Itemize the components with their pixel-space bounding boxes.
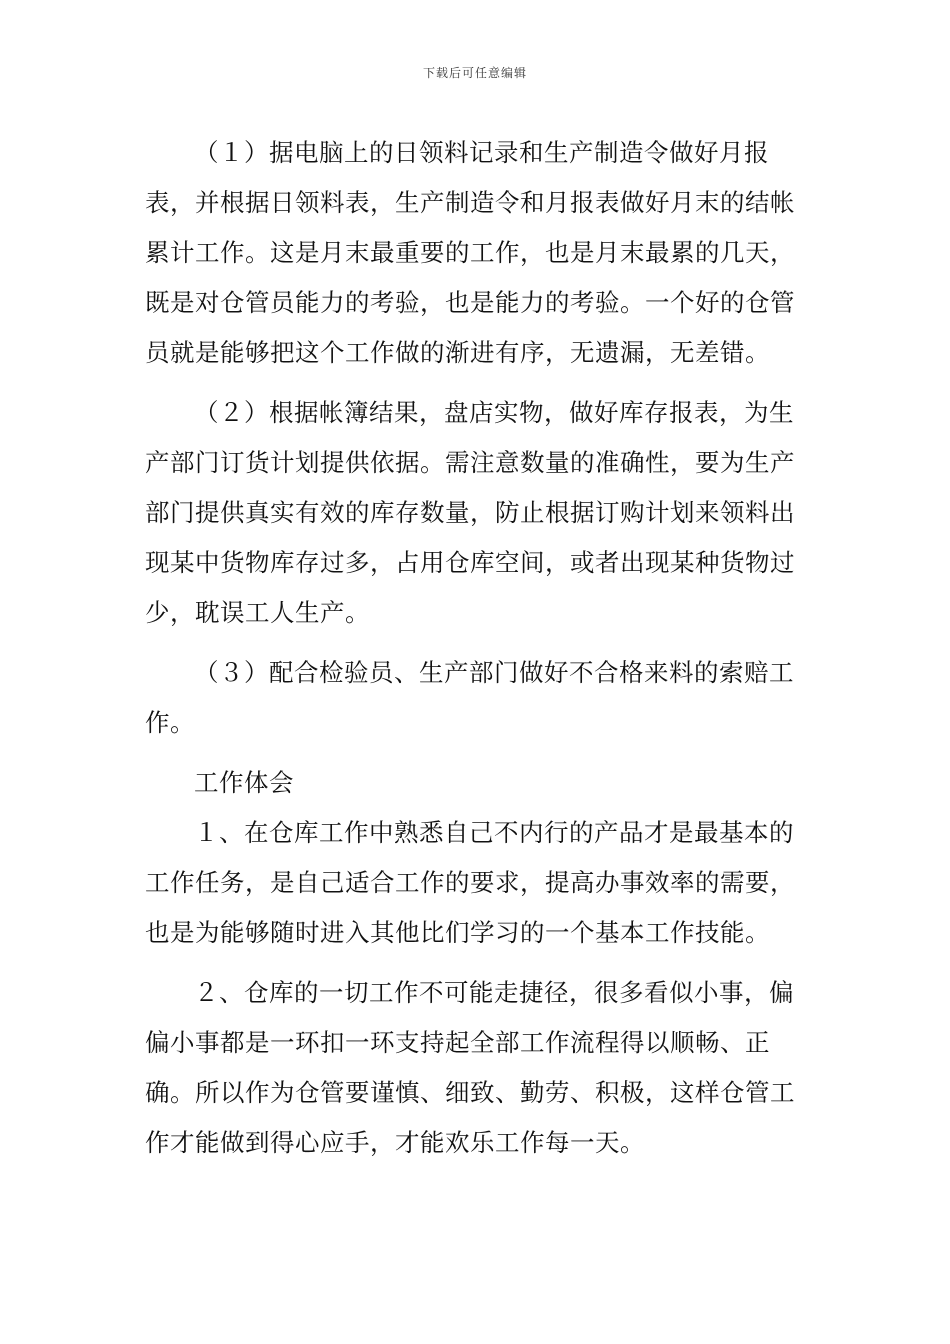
section-heading: 工作体会 [194,768,294,797]
page-header-note: 下载后可任意编辑 [422,66,527,80]
paragraph-2: （２）根据帐簿结果，盘店实物，做好库存报表，为生产部门订货计划提供依据。需注意数量的准确性，要为生产部门提供真实有效的库存数量，防止根据订购计划来领料出现某中货物库存过多，占用仓库空间，或者出现某种货物过少，耽误工人生产。 [145,398,795,627]
document-body [145,128,809,1178]
paragraph-3: （３）配合检验员、生产部门做好不合格来料的索赔工作。 [145,658,794,737]
paragraph-4: １、在仓库工作中熟悉自己不内行的产品才是最基本的工作任务，是自己适合工作的要求，提高办事效率的需要，也是为能够随时进入其他比们学习的一个基本工作技能。 [145,818,795,947]
paragraph-1: （１）据电脑上的日领料记录和生产制造令做好月报表，并根据日领料表，生产制造令和月报表做好月末的结帐累计工作。这是月末最重要的工作，也是月末最累的几天，既是对仓管员能力的考验，也是能力的考验。一个好的仓管员就是能够把这个工作做的渐进有序，无遗漏，无差错。 [145,138,795,367]
paragraph-5: ２、仓库的一切工作不可能走捷径，很多看似小事，偏偏小事都是一环扣一环支持起全部工作流程得以顺畅、正确。所以作为仓管要谨慎、细致、勤劳、积极，这样仓管工作才能做到得心应手，才能欢乐工作每一天。 [145,978,795,1157]
